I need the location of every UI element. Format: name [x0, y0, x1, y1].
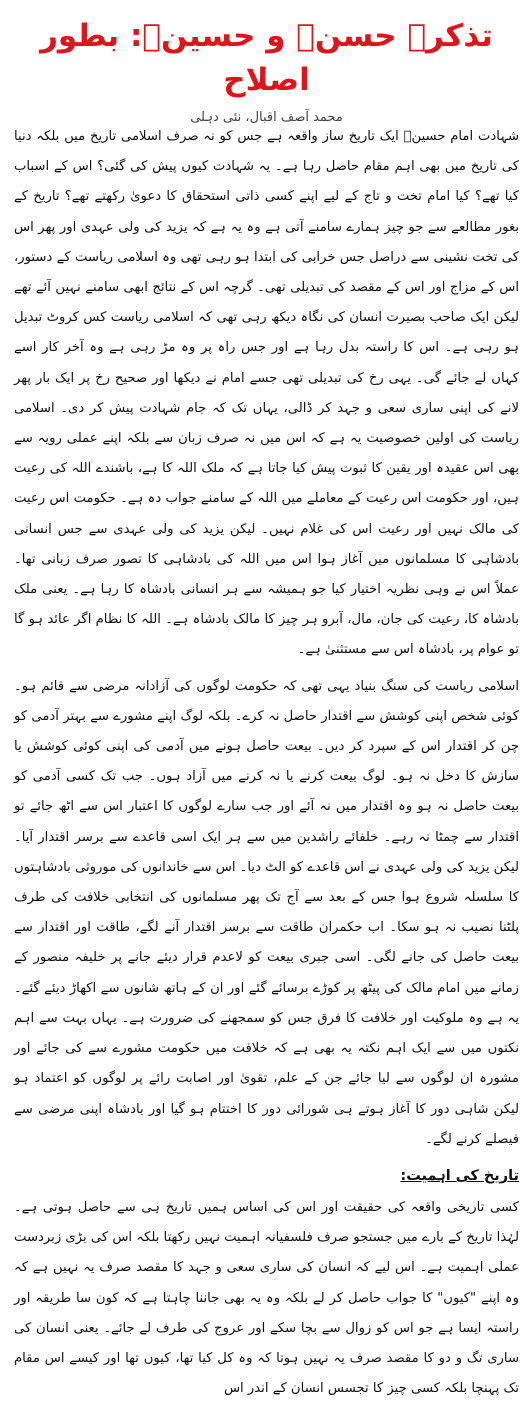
- paragraph-1: شہادت امام حسینؓ ایک تاریخ ساز واقعہ ہے جس کو نہ صرف اسلامی تاریخ میں بلکہ دنیا کی تاریخ میں بھی اہم مقام حاصل رہا ہے۔ یہ شہادت کیوں پیش کی گئی؟ اس کے اسباب کیا تھے؟ کیا امام تخت و تاج کے لیے اپنے کسی ذاتی استحقاق کا دعویٰ رکھتے تھے؟ تاریخ کے بغور مطالعے سے جو چیز ہمارے سامنے آتی ہے وہ یہ ہے کہ یزید کی ولی عہدی اور پھر اس کی تخت نشینی سے دراصل جس خرابی کی ابتدا ہو رہی تھی وہ اسلامی ریاست کے دستور، اس کے مزاج اور اس کے مقصد کی تبدیلی تھی۔ گرچہ اس کے نتائج ابھی سامنے نہیں آئے تھے لیکن ایک صاحب بصیرت انسان کی نگاہ دیکھ رہی تھی کہ اسلامی ریاست کس کروٹ تبدیل ہو رہی ہے۔ اس کا راستہ بدل رہا ہے اور جس راہ پر وہ مڑ رہی ہے وہ آخر کار اسے کہاں لے جائے گی۔ یہی رخ کی تبدیلی تھی جسے امام نے دیکھا اور صحیح رخ پر ایک بار پھر لانے کی اپنی ساری سعی و جہد کر ڈالی، یہاں تک کہ جام شہادت پیش کر دی۔ اسلامی ریاست کی اولین خصوصیت یہ ہے کہ اس میں نہ صرف زبان سے بلکہ اپنے عملی رویہ سے بھی اس عقیدہ اور یقین کا ثبوت پیش کیا جاتا ہے کہ ملک اللہ کا ہے، باشندے اللہ کی رعیت ہیں، اور حکومت اس رعیت کے معاملے میں اللہ کے سامنے جواب دہ ہے۔ حکومت اس رعیت کی مالک نہیں اور رعیت اس کی غلام نہیں۔ لیکن یزید کی ولی عہدی سے جس انسانی بادشاہی کا مسلمانوں میں آغاز ہوا اس میں اللہ کی بادشاہی کا تصور صرف زبانی تھا۔ عملاً اس نے وہی نظریہ اختیار کیا جو ہمیشہ سے ہر انسانی بادشاہ کا رہا ہے۔ یعنی ملک بادشاہ کا، رعیت کی جان، مال، آبرو ہر چیز کا مالک بادشاہ ہے۔ اللہ کا نظام اگر عائد ہو گا تو عوام پر، بادشاہ اس سے مستثنیٰ ہے۔: [14, 129, 519, 658]
- paragraph-3: کسی تاریخی واقعہ کی حقیقت اور اس کی اساس ہمیں تاریخ ہی سے حاصل ہوتی ہے۔ لہٰذا تاریخ کے بارے میں جستجو صرف فلسفیانہ اہمیت نہیں رکھتا بلکہ اس کی بڑی زبردست عملی اہمیت ہے۔ اس لیے کہ انسان کی ساری سعی و جہد کا مقصد صرف یہ نہیں ہے کہ وہ اپنے "کیوں" کا جواب حاصل کر لے بلکہ وہ یہ بھی جاننا چاہتا ہے کہ کون سا طریقہ اور راستہ ایسا ہے جو اس کو زوال سے بچا سکے اور عروج کی طرف لے جائے۔ یعنی انسان کی ساری تگ و دو کا مقصد صرف یہ نہیں ہوتا کہ وہ کل کیا تھا، کیوں تھا اور کیسے اس مقام تک پہنچا بلکہ کسی چیز کا تجسس انسان کے اندر اس: [14, 1199, 519, 1397]
- section-heading: تاریخ کی اہمیت:: [400, 1167, 519, 1184]
- article-title: تذکرہ حسنؓ و حسینؓ: بطور اصلاح: [40, 18, 493, 98]
- author-byline: محمد آصف اقبال، نئی دہلی: [190, 110, 343, 125]
- paragraph-2: اسلامی ریاست کی سنگ بنیاد یہی تھی کہ حکومت لوگوں کی آزادانہ مرضی سے قائم ہو۔ کوئی شخص اپنی کوشش سے اقتدار حاصل نہ کرے۔ بلکہ لوگ اپنے مشورے سے بہتر آدمی کو چن کر اقتدار اس کے سپرد کر دیں۔ بیعت حاصل ہونے میں آدمی کی اپنی کوئی کوشش یا سازش کا دخل نہ ہو۔ لوگ بیعت کرنے یا نہ کرنے میں آزاد ہوں۔ جب تک کسی آدمی کو بیعت حاصل نہ ہو وہ اقتدار میں نہ آئے اور جب سارے لوگوں کا اعتبار اس سے اٹھ جائے تو اقتدار سے چمٹا نہ رہے۔ خلفائے راشدین میں سے ہر ایک اسی قاعدے سے برسر اقتدار آیا۔ لیکن یزید کی ولی عہدی نے اس قاعدے کو الٹ دیا۔ اس سے خاندانوں کی موروثی بادشاہتوں کا سلسلہ شروع ہوا جس کے بعد سے آج تک پھر مسلمانوں کی انتخابی خلافت کی طرف پلٹنا نصیب نہ ہو سکا۔ اب حکمران طاقت سے برسر اقتدار آنے لگے، طاقت اور اقتدار سے بیعت حاصل کی جانے لگی۔ اسی جبری بیعت کو لاعدم قرار دیئے جانے پر خلیفہ منصور کے زمانے میں امام مالک کی پیٹھ پر کوڑے برسائے گئے اور ان کے ہاتھ شانوں سے اکھاڑ دیئے گئے۔ یہ ہے وہ ملوکیت اور خلافت کا فرق جس کو سمجھنے کی ضرورت ہے۔ یہاں بہت سے اہم نکتوں میں سے ایک اہم نکتہ یہ بھی ہے کہ خلافت میں حکومت مشورے سے کی جائے اور مشورہ ان لوگوں سے لیا جائے جن کے علم، تقویٰ اور اصابت رائے پر لوگوں کو اعتماد ہو لیکن شاہی دور کا آغاز ہوتے ہی شورائی دور کا اختتام ہو گیا اور بادشاہ اپنی مرضی سے فیصلے کرنے لگے۔: [14, 678, 519, 1147]
- article-body: [14, 122, 519, 1410]
